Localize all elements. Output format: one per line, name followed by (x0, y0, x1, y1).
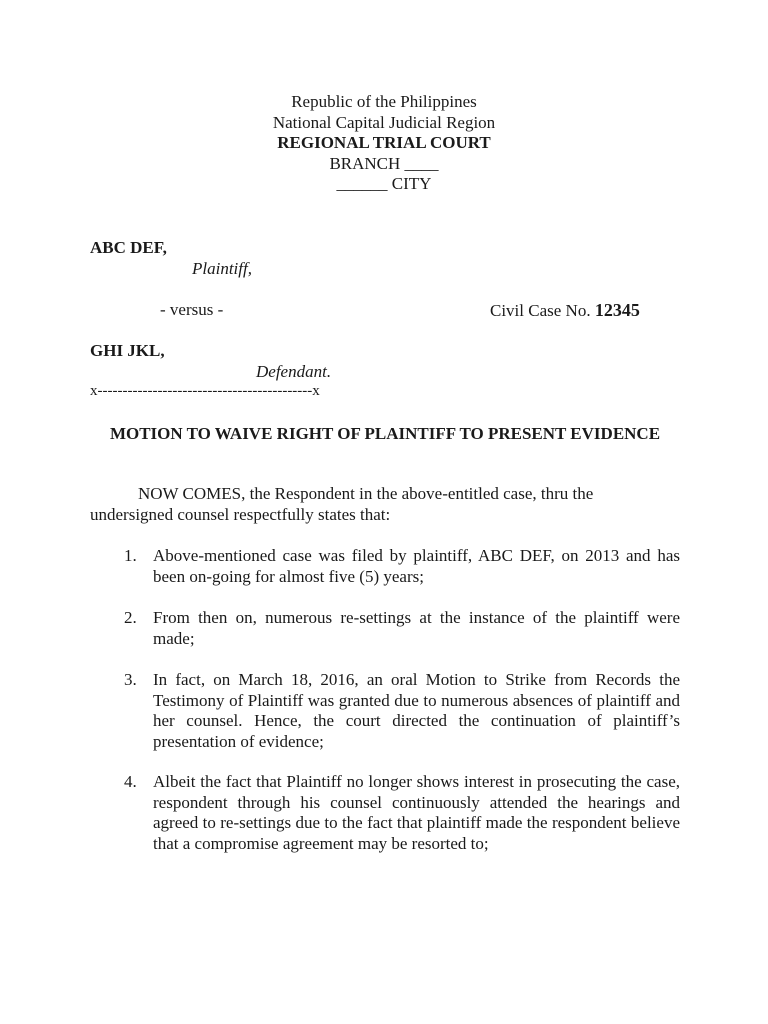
list-item (124, 608, 680, 649)
list-item-text: Albeit the fact that Plaintiff no longer shows interest in prosecuting the case, respondent through his counsel continuously attended the hearings and agreed to re-settings due to the fact that plaintiff made the respondent believe that a compromise agreement may be resorted to; (153, 772, 680, 853)
caption-divider: x-------------------------------------------x (90, 383, 320, 399)
court-header (0, 92, 768, 195)
motion-title: MOTION TO WAIVE RIGHT OF PLAINTIFF TO PRESENT EVIDENCE (109, 424, 661, 443)
list-item-number: 4. (124, 772, 137, 791)
list-item-text: In fact, on March 18, 2016, an oral Motion to Strike from Records the Testimony of Plaintiff was granted due to numerous absences of plaintiff and her counsel. Hence, the court directed the continuation of plaintiff’s presentation of evidence; (153, 670, 680, 751)
plaintiff-role: Plaintiff, (192, 259, 252, 278)
list-item (124, 670, 680, 752)
header-region: National Capital Judicial Region (272, 112, 496, 132)
list-item (124, 772, 680, 854)
case-number-value: 12345 (594, 300, 640, 320)
header-branch: BRANCH ____ (329, 153, 439, 173)
header-court: REGIONAL TRIAL COURT (277, 133, 491, 152)
header-republic: Republic of the Philippines (291, 92, 477, 111)
list-item-number: 3. (124, 670, 137, 689)
case-number (490, 300, 640, 321)
versus-text: - versus - (160, 300, 224, 319)
list-item-number: 1. (124, 546, 137, 565)
list-item-text: From then on, numerous re-settings at the instance of the plaintiff were made; (153, 608, 680, 648)
plaintiff-name: ABC DEF, (90, 238, 167, 257)
case-number-label: Civil Case No. (490, 301, 595, 320)
defendant-name: GHI JKL, (90, 341, 165, 360)
list-item-text: Above-mentioned case was filed by plaintiff, ABC DEF, on 2013 and has been on-going for almost five (5) years; (153, 546, 680, 586)
list-item (124, 546, 680, 587)
list-item-number: 2. (124, 608, 137, 627)
intro-paragraph: NOW COMES, the Respondent in the above-entitled case, thru the undersigned counsel respectfully states that: (90, 484, 594, 524)
defendant-role: Defendant. (256, 362, 332, 381)
header-city: ______ CITY (336, 174, 432, 193)
